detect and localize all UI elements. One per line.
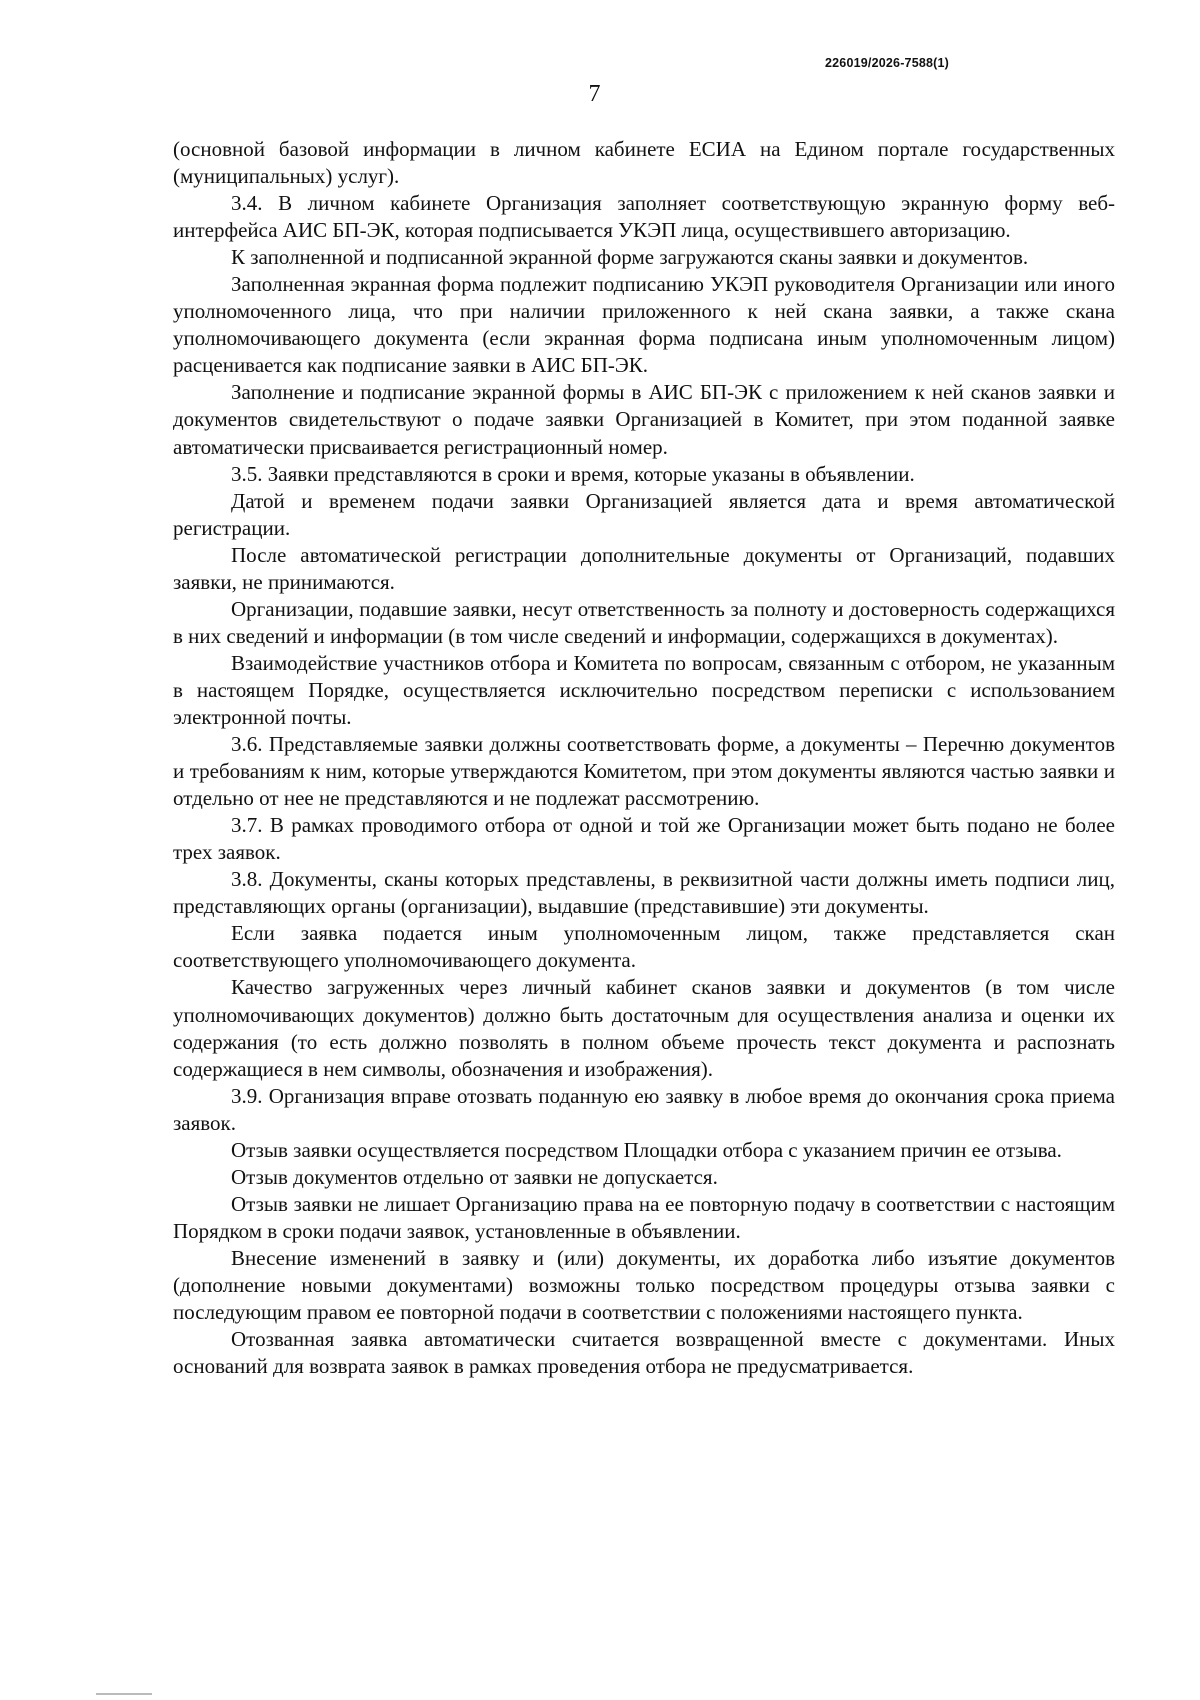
paragraph-20: Отозванная заявка автоматически считается возвращенной вместе с документами. Иных оснований для возврата заявок в рамках проведения отбора не предусматривается. xyxy=(173,1327,1115,1379)
paragraph-11: 3.7. В рамках проводимого отбора от одной и той же Организации может быть подано не более трех заявок. xyxy=(173,813,1115,865)
paragraph-1: 3.4. В личном кабинете Организация заполняет соответствующую экранную форму веб-интерфейса АИС БП-ЭК, которая подписывается УКЭП лица, осуществившего авторизацию. xyxy=(173,191,1115,243)
document-body xyxy=(173,136,1115,1380)
paragraph-9: Взаимодействие участников отбора и Комитета по вопросам, связанным с отбором, не указанным в настоящем Порядке, осуществляется исключительно посредством переписки с использованием электронной почты. xyxy=(173,650,1115,729)
page-number: 7 xyxy=(588,81,601,107)
paragraph-16: Отзыв заявки осуществляется посредством Площадки отбора с указанием причин ее отзыва. xyxy=(231,1137,1062,1162)
paragraph-18: Отзыв заявки не лишает Организацию права на ее повторную подачу в соответствии с настоящим Порядком в сроки подачи заявок, установленные в объявлении. xyxy=(173,1191,1115,1243)
paragraph-8: Организации, подавшие заявки, несут ответственность за полноту и достоверность содержащихся в них сведений и информации (в том числе сведений и информации, содержащихся в документах). xyxy=(173,596,1115,648)
paragraph-13: Если заявка подается иным уполномоченным лицом, также представляется скан соответствующего уполномочивающего документа. xyxy=(173,921,1115,973)
paragraph-5: 3.5. Заявки представляются в сроки и время, которые указаны в объявлении. xyxy=(231,461,915,486)
paragraph-0: (основной базовой информации в личном кабинете ЕСИА на Едином портале государственных (муниципальных) услуг). xyxy=(173,137,1115,189)
paragraph-15: 3.9. Организация вправе отозвать поданную ею заявку в любое время до окончания срока приема заявок. xyxy=(173,1083,1115,1135)
paragraph-19: Внесение изменений в заявку и (или) документы, их доработка либо изъятие документов (дополнение новыми документами) возможны только посредством процедуры отзыва заявки с последующим правом ее повторной подачи в соответствии с положениями настоящего пункта. xyxy=(173,1245,1115,1325)
paragraph-3: Заполненная экранная форма подлежит подписанию УКЭП руководителя Организации или иного уполномоченного лица, что при наличии приложенного к ней скана заявки, а также скана уполномочивающего документа (если экранная форма подписана иным уполномоченным лицом) расценивается как подписание заявки в АИС БП-ЭК. xyxy=(173,272,1115,378)
paragraph-17: Отзыв документов отдельно от заявки не допускается. xyxy=(231,1164,718,1189)
paragraph-7: После автоматической регистрации дополнительные документы от Организаций, подавших заявки, не принимаются. xyxy=(173,542,1115,594)
paragraph-6: Датой и временем подачи заявки Организацией является дата и время автоматической регистрации. xyxy=(173,488,1115,540)
paragraph-14: Качество загруженных через личный кабинет сканов заявки и документов (в том числе уполномочивающих документов) должно быть достаточным для осуществления анализа и оценки их содержания (то есть должно позволять в полном объеме прочесть текст документа и распознать содержащиеся в нем символы, обозначения и изображения). xyxy=(173,975,1115,1081)
paragraph-2: К заполненной и подписанной экранной форме загружаются сканы заявки и документов. xyxy=(231,245,1029,270)
paragraph-12: 3.8. Документы, сканы которых представлены, в реквизитной части должны иметь подписи лиц, представляющих органы (организации), выдавшие (представившие) эти документы. xyxy=(173,867,1115,919)
paragraph-4: Заполнение и подписание экранной формы в АИС БП-ЭК с приложением к ней сканов заявки и документов свидетельствуют о подаче заявки Организацией в Комитет, при этом поданной заявке автоматически присваивается регистрационный номер. xyxy=(173,380,1115,459)
paragraph-10: 3.6. Представляемые заявки должны соответствовать форме, а документы – Перечню документов и требованиям к ним, которые утверждаются Комитетом, при этом документы являются частью заявки и отдельно от нее не представляются и не подлежат рассмотрению. xyxy=(173,732,1115,811)
scan-artifact-mark xyxy=(96,1693,152,1695)
document-registration-number: 226019/2026-7588(1) xyxy=(825,56,950,70)
